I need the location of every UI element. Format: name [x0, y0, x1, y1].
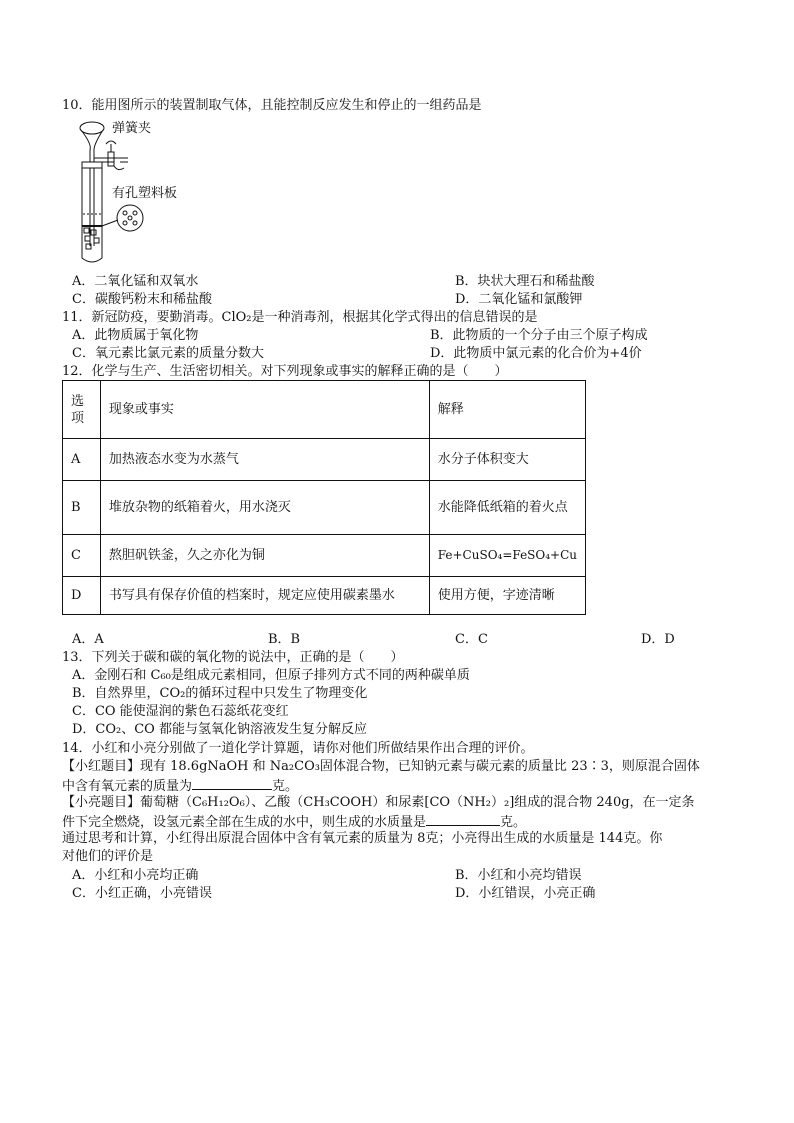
q12-stem: 12．化学与生产、生活密切相关。对下列现象或事实的解释正确的是（ ）	[62, 364, 508, 379]
row-option: D	[63, 577, 101, 615]
row-option: C	[63, 535, 101, 577]
q11-option-b: B．此物质的一个分子由三个原子构成	[430, 328, 648, 343]
table-header-row	[63, 381, 586, 439]
q10-option-d: D．二氧化锰和氯酸钾	[455, 292, 583, 307]
row-fact: 书写具有保存价值的档案时，规定应使用碳素墨水	[100, 577, 429, 615]
plate-label: 有孔塑料板	[112, 186, 178, 201]
q14-option-c: C．小红正确，小亮错误	[72, 886, 212, 901]
q10-option-a: A．二氧化锰和双氧水	[72, 274, 199, 289]
q14-liang-line2	[62, 812, 526, 832]
q14-stem: 14．小红和小亮分别做了一道化学计算题，请你对他们所做结果作出合理的评价。	[62, 741, 534, 756]
row-explain: 水能降低纸箱的着火点	[429, 481, 585, 535]
row-fact: 熬胆矾铁釜，久之亦化为铜	[100, 535, 429, 577]
q10-stem: 10．能用图所示的装置制取气体，且能控制反应发生和停止的一组药品是	[62, 98, 482, 113]
row-option: A	[63, 439, 101, 481]
table-row	[63, 577, 586, 615]
q14-result-line1: 通过思考和计算，小红得出原混合固体中含有氧元素的质量为 8克；小亮得出生成的水质量是 144克。你	[62, 831, 663, 846]
q12-option-d: D．D	[641, 632, 675, 647]
q14-red-line2	[62, 776, 298, 796]
row-explain: 使用方便，字迹清晰	[429, 577, 585, 615]
q10-option-c: C．碳酸钙粉末和稀盐酸	[72, 292, 212, 307]
q13-option-a: A．金刚石和 C₆₀是组成元素相同，但原子排列方式不同的两种碳单质	[72, 668, 470, 683]
header-option: 选项	[63, 381, 101, 439]
q14-option-b: B．小红和小亮均错误	[455, 868, 582, 883]
row-explain: Fe+CuSO₄=FeSO₄+Cu	[429, 535, 585, 577]
header-explain: 解释	[429, 381, 585, 439]
q11-option-d: D．此物质中氯元素的化合价为+4价	[430, 346, 642, 361]
q11-option-c: C．氧元素比氯元素的质量分数大	[72, 346, 264, 361]
header-fact: 现象或事实	[100, 381, 429, 439]
q12-option-a: A．A	[72, 632, 104, 647]
q14-red-line2-pre: 中含有氧元素的质量为	[62, 779, 193, 794]
q13-option-b: B．自然界里，CO₂的循环过程中只发生了物理变化	[72, 686, 368, 701]
q14-option-d: D．小红错误，小亮正确	[455, 886, 596, 901]
q14-option-a: A．小红和小亮均正确	[72, 868, 199, 883]
q12-table	[62, 380, 586, 615]
table-row	[63, 481, 586, 535]
q14-result-line2: 对他们的评价是	[62, 849, 154, 864]
q14-liang-line1: 【小亮题目】葡萄糖（C₆H₁₂O₆）、乙酸（CH₃COOH）和尿素[CO（NH₂）₂]组成的混合物 240g，在一定条	[62, 795, 695, 810]
q14-liang-line2-pre: 件下完全燃烧，设氢元素全部在生成的水中，则生成的水质量是	[62, 815, 427, 830]
q13-option-c: C．CO 能使湿润的紫色石蕊纸花变红	[72, 704, 289, 719]
q10-option-b: B．块状大理石和稀盐酸	[455, 274, 595, 289]
q12-option-c: C．C	[455, 632, 488, 647]
q13-option-d: D．CO₂、CO 都能与氢氧化钠溶液发生复分解反应	[72, 722, 367, 737]
row-explain: 水分子体积变大	[429, 439, 585, 481]
q14-red-line1: 【小红题目】现有 18.6gNaOH 和 Na₂CO₃固体混合物，已知钠元素与碳元素的质量比 23∶3，则原混合固体	[62, 759, 700, 774]
row-option: B	[63, 481, 101, 535]
table-row	[63, 439, 586, 481]
q14-liang-line2-post: 克。	[500, 815, 527, 830]
answer-blank	[426, 812, 500, 826]
row-fact: 堆放杂物的纸箱着火，用水浇灭	[100, 481, 429, 535]
row-fact: 加热液态水变为水蒸气	[100, 439, 429, 481]
q14-red-line2-post: 克。	[272, 779, 299, 794]
q11-option-a: A．此物质属于氧化物	[72, 328, 199, 343]
q12-option-b: B．B	[268, 632, 301, 647]
clamp-label: 弹簧夹	[112, 121, 152, 136]
q13-stem: 13．下列关于碳和碳的氧化物的说法中，正确的是（ ）	[62, 650, 404, 665]
q11-stem: 11．新冠防疫，要勤消毒。ClO₂是一种消毒剂，根据其化学式得出的信息错误的是	[62, 310, 538, 325]
table-row	[63, 535, 586, 577]
answer-blank	[192, 776, 272, 790]
